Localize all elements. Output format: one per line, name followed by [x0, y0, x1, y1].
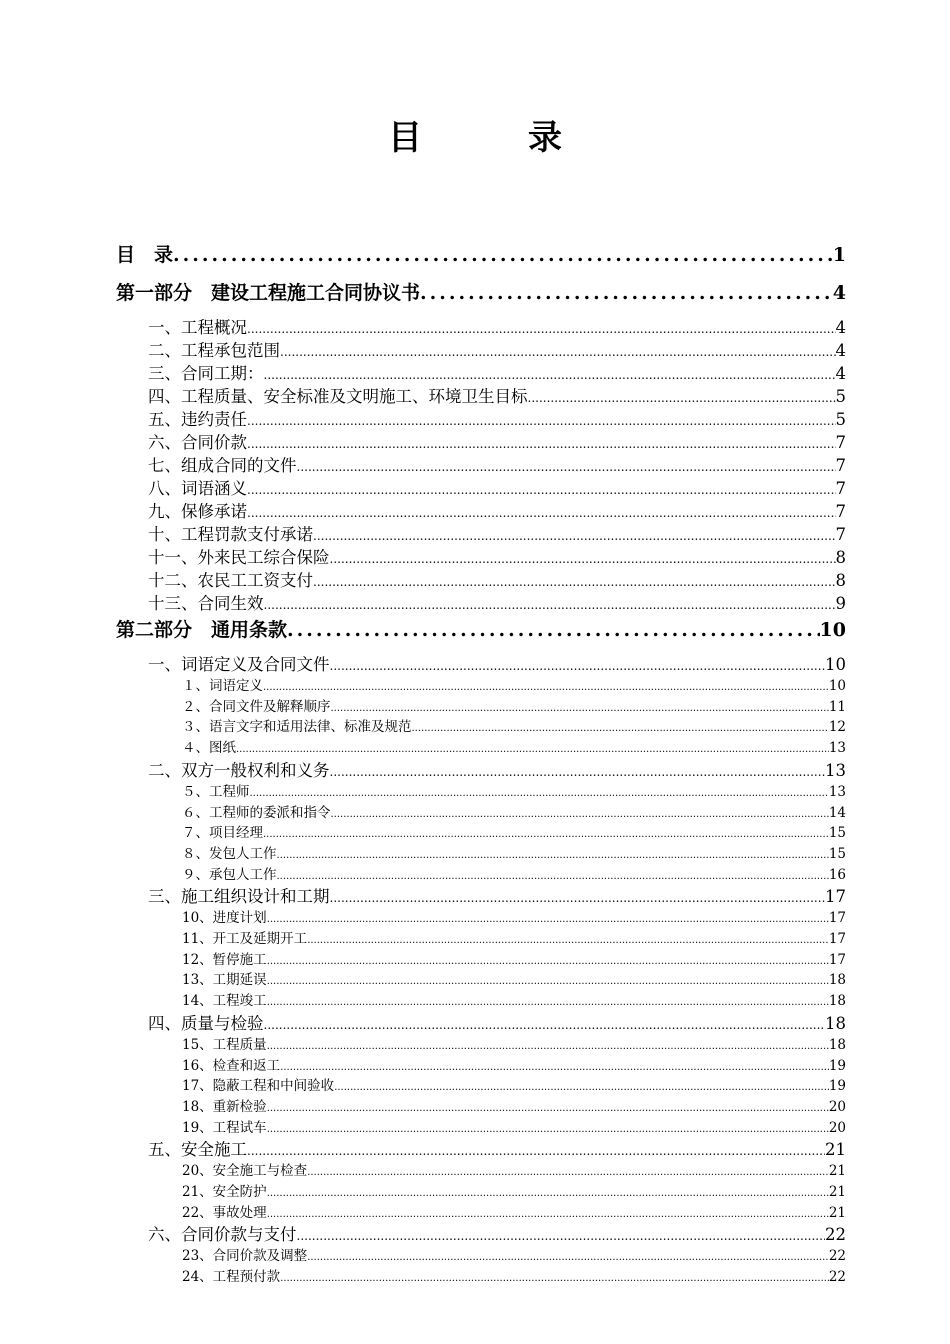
toc-chapter-entry[interactable] — [148, 653, 846, 676]
toc-page-number: 8 — [835, 571, 846, 590]
toc-clause-entry[interactable] — [182, 970, 846, 991]
toc-entry-label: 十三、合同生效 — [148, 594, 264, 613]
toc-chapter-entry[interactable] — [148, 546, 846, 569]
toc-page-number: 7 — [835, 456, 846, 475]
toc-clause-entry[interactable] — [182, 1161, 846, 1182]
toc-page-number: 10 — [825, 655, 846, 674]
toc-clause-entry[interactable] — [182, 991, 846, 1012]
toc-chapter-entry[interactable] — [148, 1012, 846, 1035]
toc-page-number: 10 — [828, 678, 846, 694]
toc-page-number: 17 — [828, 951, 846, 968]
toc-dot-leader — [277, 844, 829, 866]
toc-entry-label: 16、检查和返工 — [182, 1057, 281, 1074]
toc-page-number: 18 — [825, 1013, 846, 1033]
toc-entry-label: 二、双方一般权利和义务 — [148, 760, 330, 780]
toc-dot-leader — [330, 546, 836, 571]
toc-page-number: 21 — [825, 1140, 846, 1160]
toc-entry-label: 十二、农民工工资支付 — [148, 571, 313, 590]
toc-clause-entry[interactable] — [182, 803, 846, 824]
toc-dot-leader — [307, 1161, 829, 1183]
toc-chapter-entry[interactable] — [148, 592, 846, 615]
toc-entry-label: 15、工程质量 — [182, 1036, 267, 1053]
toc-dot-leader — [330, 653, 826, 678]
toc-page-number: 4 — [835, 341, 846, 360]
toc-chapter-entry[interactable] — [148, 408, 846, 431]
toc-page-number: 19 — [828, 1057, 846, 1074]
toc-clause-entry[interactable] — [182, 823, 846, 844]
toc-page-number: 20 — [828, 1119, 846, 1136]
toc-entry-label: ３、语言文字和适用法律、标准及规范 — [182, 719, 412, 736]
toc-page-number: 13 — [828, 783, 846, 800]
toc-entry-label: 四、质量与检验 — [148, 1013, 264, 1033]
toc-entry-label: 三、合同工期： — [148, 364, 264, 383]
toc-chapter-entry[interactable] — [148, 339, 846, 362]
toc-dot-leader — [330, 759, 826, 784]
toc-entry-label: 12、暂停施工 — [182, 951, 267, 968]
toc-page-number: 16 — [828, 866, 846, 883]
toc-section-heading[interactable] — [116, 613, 846, 647]
toc-entry-label: ５、工程师 — [182, 783, 250, 800]
toc-page-number: 7 — [835, 479, 846, 498]
toc-dot-leader — [420, 276, 833, 310]
toc-chapter-entry[interactable] — [148, 759, 846, 782]
toc-dot-leader — [280, 339, 836, 364]
toc-entry-label: 四、工程质量、安全标准及文明施工、环境卫生目标 — [148, 387, 528, 406]
toc-page-number: 4 — [832, 282, 846, 304]
toc-page-number: 22 — [825, 1225, 846, 1245]
toc-clause-entry[interactable] — [182, 1097, 846, 1118]
toc-chapter-entry[interactable] — [148, 454, 846, 477]
toc-page-number: 8 — [835, 548, 846, 567]
toc-page-number: 11 — [828, 698, 846, 715]
toc-dot-leader — [280, 1056, 829, 1078]
toc-entry-label: 11、开工及延期开工 — [182, 931, 308, 947]
toc-dot-leader — [247, 408, 836, 433]
toc-dot-leader — [267, 991, 829, 1013]
toc-clause-entry[interactable] — [182, 865, 846, 886]
toc-dot-leader — [307, 929, 829, 951]
toc-dot-leader — [313, 569, 836, 594]
toc-entry-label: 13、工期延误 — [182, 972, 267, 989]
toc-chapter-entry[interactable] — [148, 385, 846, 408]
toc-dot-leader — [247, 1138, 825, 1163]
toc-clause-entry[interactable] — [182, 1203, 846, 1224]
toc-chapter-entry[interactable] — [148, 885, 846, 908]
toc-page-number: 18 — [828, 972, 846, 989]
toc-dot-leader — [267, 1097, 829, 1119]
toc-clause-entry[interactable] — [182, 844, 846, 865]
toc-entry-label: 五、安全施工 — [148, 1140, 247, 1160]
toc-page-number: 19 — [828, 1078, 846, 1095]
toc-page-number: 1 — [832, 244, 846, 266]
toc-clause-entry[interactable] — [182, 1267, 846, 1288]
toc-dot-leader — [267, 1203, 829, 1225]
toc-page-number: 12 — [828, 719, 846, 736]
toc-clause-entry[interactable] — [182, 717, 846, 738]
toc-clause-entry[interactable] — [182, 697, 846, 718]
toc-dot-leader — [250, 782, 829, 804]
toc-entry-label: ６、工程师的委派和指令 — [182, 804, 331, 821]
toc-page-number: 7 — [835, 502, 846, 521]
toc-dot-leader — [297, 454, 836, 479]
toc-page-number: 4 — [835, 318, 846, 337]
toc-dot-leader — [247, 477, 836, 502]
toc-dot-leader — [280, 1267, 829, 1289]
toc-page-number: 22 — [828, 1269, 846, 1286]
toc-page-number: 17 — [828, 931, 846, 947]
toc-dot-leader — [331, 803, 829, 825]
toc-entry-label: 六、合同价款 — [148, 433, 247, 452]
toc-entry-label: ９、承包人工作 — [182, 866, 277, 883]
toc-dot-leader — [267, 950, 829, 972]
toc-dot-leader — [267, 1182, 829, 1204]
page-title: 目 录 — [388, 118, 598, 158]
toc-dot-leader — [267, 1035, 829, 1057]
toc-chapter-entry[interactable] — [148, 477, 846, 500]
toc-dot-leader — [307, 1246, 829, 1268]
toc-entry-label: 二、工程承包范围 — [148, 341, 280, 360]
toc-clause-entry[interactable] — [182, 1182, 846, 1203]
toc-chapter-entry[interactable] — [148, 500, 846, 523]
toc-dot-leader — [267, 908, 829, 930]
toc-page-number: 21 — [828, 1204, 846, 1221]
toc-dot-leader — [267, 1118, 829, 1140]
toc-entry-label: 一、工程概况 — [148, 318, 247, 337]
toc-entry-label: 22、事故处理 — [182, 1204, 267, 1221]
toc-page-number: 13 — [825, 760, 846, 780]
toc-page-number: 4 — [835, 364, 846, 383]
toc-clause-entry[interactable] — [182, 1076, 846, 1097]
toc-page-number: 15 — [828, 825, 846, 842]
toc-dot-leader — [236, 738, 829, 760]
toc-entry-label: 六、合同价款与支付 — [148, 1225, 297, 1245]
toc-clause-entry[interactable] — [182, 676, 846, 697]
toc-page-number: 18 — [828, 993, 846, 1010]
toc-dot-leader — [287, 613, 820, 647]
toc-dot-leader — [267, 970, 829, 992]
toc-dot-leader — [264, 362, 836, 387]
toc-entry-label: 三、施工组织设计和工期 — [148, 887, 330, 907]
toc-chapter-entry[interactable] — [148, 569, 846, 592]
toc-page-number: 13 — [828, 740, 846, 757]
toc-page-number: 18 — [828, 1036, 846, 1053]
toc-chapter-entry[interactable] — [148, 523, 846, 546]
toc-dot-leader — [247, 500, 836, 525]
toc-chapter-entry[interactable] — [148, 1223, 846, 1246]
toc-entry-label: 七、组成合同的文件 — [148, 456, 297, 475]
toc-clause-entry[interactable] — [182, 1118, 846, 1139]
toc-page-number: 15 — [828, 845, 846, 862]
toc-entry-label: 24、工程预付款 — [182, 1269, 281, 1286]
toc-page-number: 17 — [828, 910, 846, 927]
toc-dot-leader — [528, 385, 836, 410]
toc-entry-label: 目 录 — [116, 244, 174, 266]
toc-chapter-entry[interactable] — [148, 431, 846, 454]
toc-chapter-entry[interactable] — [148, 1138, 846, 1161]
toc-entry-label: ８、发包人工作 — [182, 845, 277, 862]
toc-page-number: 10 — [819, 619, 846, 641]
toc-entry-label: ２、合同文件及解释顺序 — [182, 698, 331, 715]
toc-chapter-entry[interactable] — [148, 362, 846, 385]
toc-clause-entry[interactable] — [182, 1056, 846, 1077]
toc-entry-label: 17、隐蔽工程和中间验收 — [182, 1078, 335, 1095]
toc-dot-leader — [412, 717, 829, 739]
toc-page-number: 14 — [828, 804, 846, 821]
toc-dot-leader — [173, 238, 833, 272]
toc-entry-label: 十一、外来民工综合保险 — [148, 548, 330, 567]
toc-dot-leader — [331, 697, 829, 719]
toc-entry-label: 五、违约责任 — [148, 410, 247, 429]
toc-chapter-entry[interactable] — [148, 316, 846, 339]
toc-page-number: 21 — [828, 1163, 846, 1180]
toc-dot-leader — [247, 431, 836, 456]
toc-clause-entry[interactable] — [182, 929, 846, 950]
toc-clause-entry[interactable] — [182, 950, 846, 971]
toc-dot-leader — [264, 1012, 826, 1037]
toc-page-number: 17 — [825, 887, 846, 907]
toc-clause-entry[interactable] — [182, 908, 846, 929]
toc-dot-leader — [263, 823, 829, 845]
toc-clause-entry[interactable] — [182, 738, 846, 759]
toc-dot-leader — [277, 865, 829, 887]
toc-page-number: 7 — [835, 525, 846, 544]
toc-section-heading[interactable] — [116, 238, 846, 272]
toc-page-number: 20 — [828, 1098, 846, 1115]
toc-clause-entry[interactable] — [182, 1035, 846, 1056]
toc-entry-label: 14、工程竣工 — [182, 993, 267, 1010]
toc-entry-label: 19、工程试车 — [182, 1119, 267, 1136]
toc-entry-label: 21、安全防护 — [182, 1184, 267, 1200]
toc-page-number: 5 — [835, 410, 846, 429]
toc-dot-leader — [263, 676, 829, 698]
toc-page-number: 21 — [828, 1184, 846, 1200]
toc-entry-label: 10、进度计划 — [182, 910, 267, 927]
toc-dot-leader — [330, 885, 826, 910]
toc-entry-label: 十、工程罚款支付承诺 — [148, 525, 313, 544]
toc-entry-label: 八、词语涵义 — [148, 479, 247, 498]
toc-dot-leader — [247, 316, 836, 341]
toc-entry-label: 18、重新检验 — [182, 1098, 267, 1115]
toc-page-number: 9 — [835, 594, 846, 613]
toc-page-number: 7 — [835, 433, 846, 452]
toc-clause-entry[interactable] — [182, 782, 846, 803]
toc-entry-label: 一、词语定义及合同文件 — [148, 655, 330, 674]
toc-page-number: 5 — [835, 387, 846, 406]
toc-section-heading[interactable] — [116, 276, 846, 310]
toc-page-number: 22 — [828, 1248, 846, 1265]
toc-entry-label: ４、图纸 — [182, 740, 236, 757]
toc-clause-entry[interactable] — [182, 1246, 846, 1267]
toc-dot-leader — [334, 1076, 829, 1098]
toc-entry-label: 20、安全施工与检查 — [182, 1163, 308, 1180]
toc-entry-label: １、词语定义 — [182, 678, 263, 694]
toc-dot-leader — [313, 523, 836, 548]
toc-entry-label: ７、项目经理 — [182, 825, 263, 842]
toc-entry-label: 第一部分 建设工程施工合同协议书 — [116, 282, 421, 304]
toc-entry-label: 23、合同价款及调整 — [182, 1248, 308, 1265]
toc-dot-leader — [297, 1223, 826, 1248]
toc-entry-label: 九、保修承诺 — [148, 502, 247, 521]
toc-entry-label: 第二部分 通用条款 — [116, 619, 288, 641]
